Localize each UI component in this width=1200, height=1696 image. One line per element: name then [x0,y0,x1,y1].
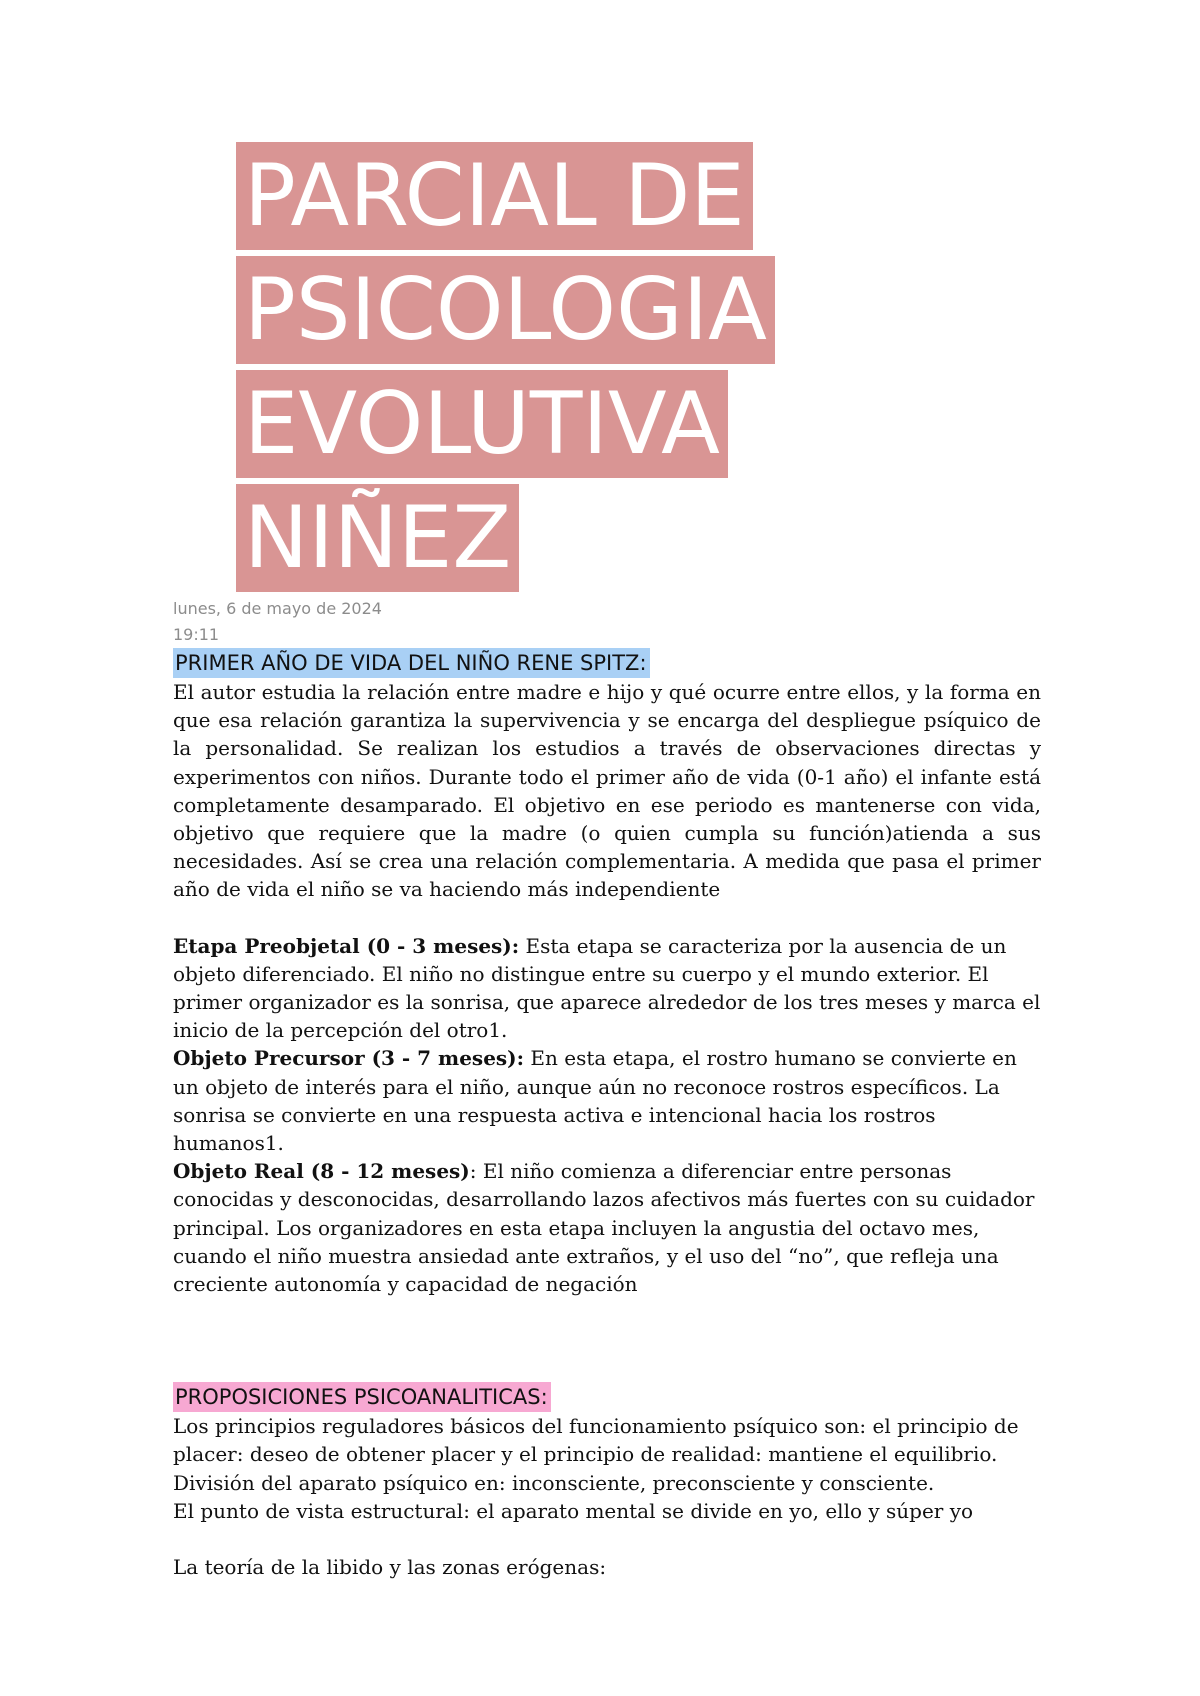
title-line-3: EVOLUTIVA [236,370,876,478]
stage-label: Objeto Real (8 - 12 meses) [173,1159,470,1184]
stage-label: Etapa Preobjetal (0 - 3 meses): [173,933,520,958]
stage-paragraph-precursor [173,1044,1041,1157]
spacer [173,1525,1041,1553]
paragraph-line: División del aparato psíquico en: inconsciente, preconsciente y consciente. [173,1470,935,1495]
spacer [173,1298,1041,1382]
section-heading-spitz: PRIMER AÑO DE VIDA DEL NIÑO RENE SPITZ: [173,648,650,678]
stage-label: Objeto Precursor (3 - 7 meses): [173,1046,525,1071]
document-title [236,142,876,598]
title-line-2: PSICOLOGIA [236,256,876,364]
note-metadata [173,596,382,648]
section-heading-psicoanaliticas: PROPOSICIONES PSICOANALITICAS: [173,1382,551,1412]
stage-text: : El niño comienza a diferenciar entre personas conocidas y desconocidas, desarrollando lazos afectivos más fuertes con su cuidador principal. Los organizadores en esta etapa incluyen la angustia del octavo mes, cuando el niño muestra ansiedad ante extraños, y el uso del “no”, que refleja una creciente autonomía y capacidad de negación [173,1159,1035,1297]
spacer [173,904,1041,932]
document-body [173,648,1041,1581]
paragraph-line: Los principios reguladores básicos del funcionamiento psíquico son: el principio de placer: deseo de obtener placer y el principio de realidad: mantiene el equilibrio. [173,1414,1019,1467]
paragraph-line: El punto de vista estructural: el aparato mental se divide en yo, ello y súper yo [173,1498,974,1523]
paragraph-line: La teoría de la libido y las zonas erógenas: [173,1555,607,1580]
title-line-4: NIÑEZ [236,484,876,592]
note-time: 19:11 [173,625,220,644]
note-date: lunes, 6 de mayo de 2024 [173,599,382,618]
title-line-1: PARCIAL DE [236,142,876,250]
stage-text: Esta etapa se caracteriza por la ausencia de un objeto diferenciado. El niño no distingue entre su cuerpo y el mundo exterior. El primer organizador es la sonrisa, que aparece alrededor de los tres meses y marca el inicio de la percepción del otro1. [173,933,1041,1043]
stage-paragraph-preobjetal [173,932,1041,1045]
section-intro-paragraph: El autor estudia la relación entre madre e hijo y qué ocurre entre ellos, y la forma en que esa relación garantiza la supervivencia y se encarga del despliegue psíquico de la personalidad. Se realizan los estudios a través de observaciones directas y experimentos con niños. Durante todo el primer año de vida (0-1 año) el infante está completamente desamparado. El objetivo en ese periodo es mantenerse con vida, objetivo que requiere que la madre (o quien cumpla su función)atienda a sus necesidades. Así se crea una relación complementaria. A medida que pasa el primer año de vida el niño se va haciendo más independiente [173,680,1041,902]
stage-text: En esta etapa, el rostro humano se convierte en un objeto de interés para el niño, aunque aún no reconoce rostros específicos. La sonrisa se convierte en una respuesta activa e intencional hacia los rostros humanos1. [173,1046,1017,1156]
stage-paragraph-real [173,1157,1041,1298]
